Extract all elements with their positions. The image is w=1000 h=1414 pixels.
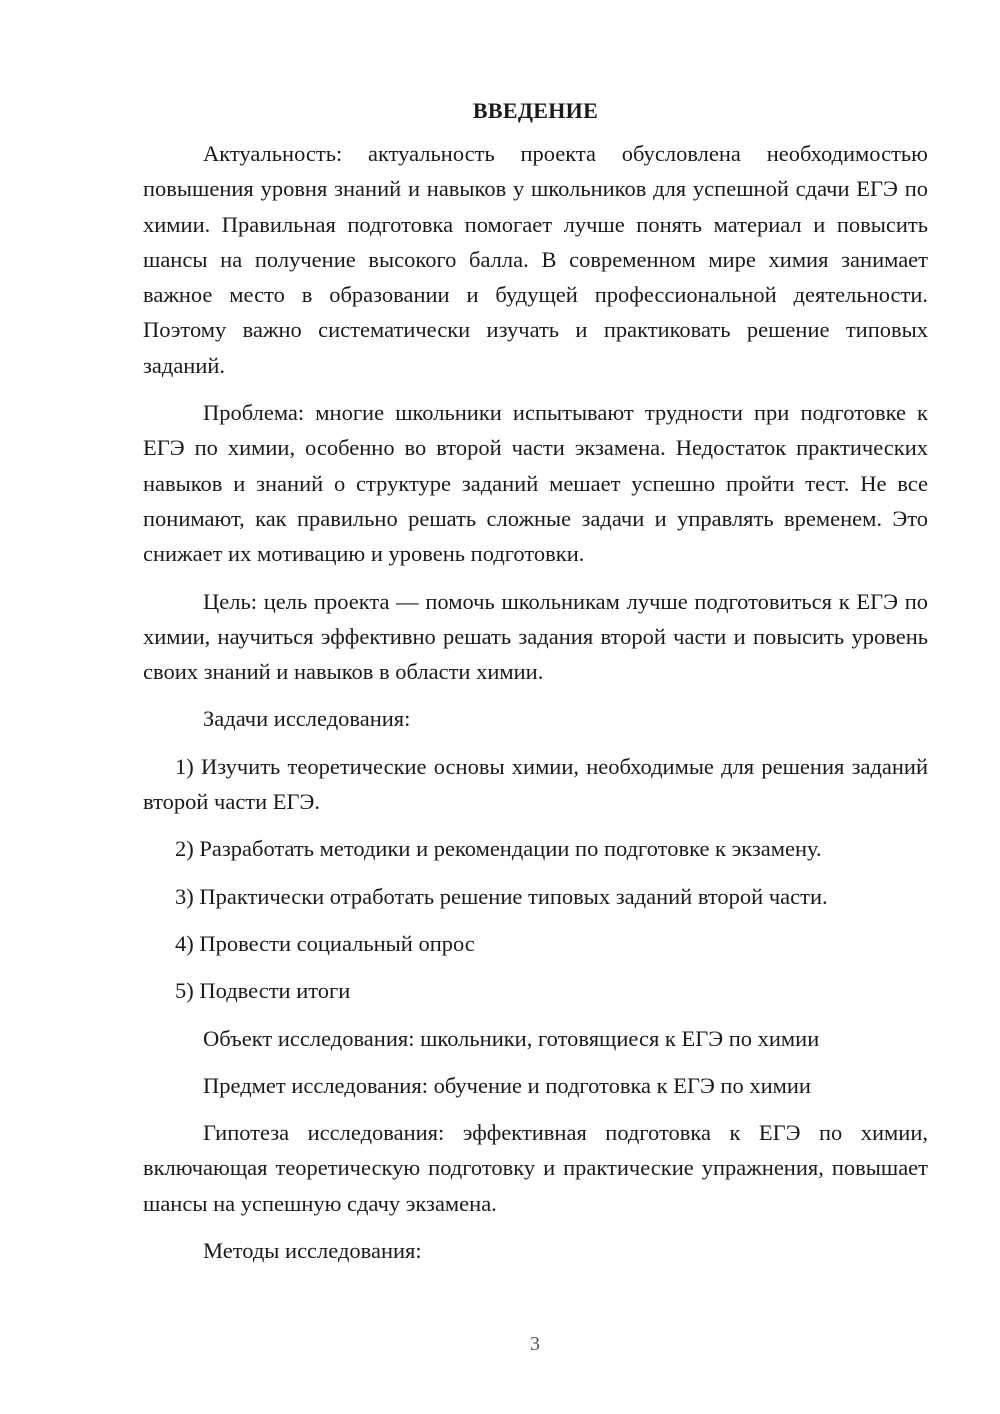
- spacer: [143, 572, 928, 584]
- spacer: [143, 914, 928, 926]
- page-title: ВВЕДЕНИЕ: [472, 98, 599, 123]
- spacer: [143, 1009, 928, 1021]
- spacer: [143, 1056, 928, 1068]
- spacer: [143, 689, 928, 701]
- document-page: [143, 94, 928, 1268]
- paragraph-subject: Предмет исследования: обучение и подготовка к ЕГЭ по химии: [203, 1072, 811, 1098]
- task-item-2: 2) Разработать методики и рекомендации по подготовке к экзамену.: [175, 836, 822, 862]
- task-item-1: 1) Изучить теоретические основы химии, необходимые для решения заданий второй части ЕГЭ.: [143, 753, 928, 815]
- spacer: [143, 128, 928, 136]
- paragraph-problem: Проблема: многие школьники испытывают трудности при подготовке к ЕГЭ по химии, особенно во второй части экзамена. Недостаток практических навыков и знаний о структуре заданий мешает успешно пройти тест. Не все понимают, как правильно решать сложные задачи и управлять временем. Это снижает их мотивацию и уровень подготовки.: [143, 400, 928, 567]
- spacer: [143, 1103, 928, 1115]
- tasks-heading: Задачи исследования:: [203, 706, 411, 732]
- task-item-4: 4) Провести социальный опрос: [175, 930, 475, 956]
- spacer: [143, 737, 928, 749]
- spacer: [143, 961, 928, 973]
- paragraph-relevance: Актуальность: актуальность проекта обусловлена необходимостью повышения уровня знаний и навыков у школьников для успешной сдачи ЕГЭ по химии. Правильная подготовка помогает лучше понять материал и повысить шансы на получение высокого балла. В современном мире химия занимает важное место в образовании и будущей профессиональной деятельности. Поэтому важно систематически изучать и практиковать решение типовых заданий.: [143, 141, 928, 378]
- paragraph-object: Объект исследования: школьники, готовящиеся к ЕГЭ по химии: [203, 1025, 820, 1051]
- spacer: [143, 867, 928, 879]
- spacer: [143, 1221, 928, 1233]
- spacer: [143, 819, 928, 831]
- paragraph-goal: Цель: цель проекта — помочь школьникам лучше подготовиться к ЕГЭ по химии, научиться эффективно решать задания второй части и повысить уровень своих знаний и навыков в области химии.: [143, 588, 928, 685]
- task-item-5: 5) Подвести итоги: [175, 978, 351, 1004]
- page-number: 3: [530, 1333, 540, 1355]
- paragraph-hypothesis: Гипотеза исследования: эффективная подготовка к ЕГЭ по химии, включающая теоретическую подготовку и практические упражнения, повышает шансы на успешную сдачу экзамена.: [143, 1120, 928, 1216]
- spacer: [143, 383, 928, 395]
- methods-heading: Методы исследования:: [203, 1238, 422, 1264]
- task-item-3: 3) Практически отработать решение типовых заданий второй части.: [175, 883, 828, 909]
